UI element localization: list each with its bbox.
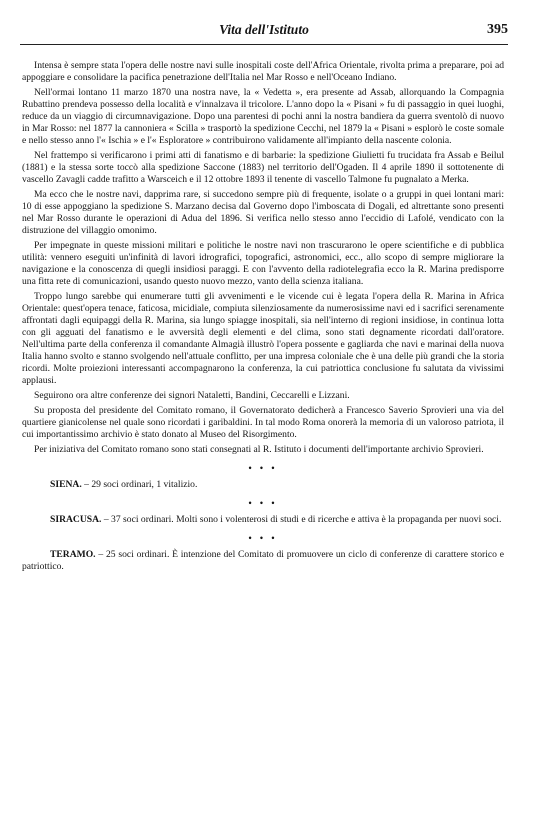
paragraph: Su proposta del presidente del Comitato romano, il Governatorato dedicherà a Francesco Saverio Sprovieri una via del quartiere gianicolense nel quale sono ricordati i garibaldini. In tal modo Roma onorerà la memoria di un valoroso patriota, il cui importantissimo archivio è stato donato al Museo del Risorgimento. [22,405,504,440]
paragraph: Ma ecco che le nostre navi, dapprima rare, si succedono sempre più di frequente, isolate o a gruppi in quei lontani mari: 10 di esse appoggiano la spedizione S. Marzano decisa dal Governo dopo l'imboscata di Dogali, ed altrettante sono presenti nel Mar Rosso durante le operazioni di Adua del 1896. Si verifica nello stesso anno l'eccidio di Lafolé, vendicato con la distruzione del villaggio omonimo. [22,189,504,236]
section-entry-teramo [22,549,504,573]
section-entry-siracusa [22,514,504,526]
section-text: – 25 soci ordinari. È intenzione del Comitato di promuovere un ciclo di conferenze di carattere storico e patriottico. [22,549,504,572]
paragraph: Nel frattempo si verificarono i primi atti di fanatismo e di barbarie: la spedizione Giulietti fu trucidata fra Assab e Beilul (1881) e la stessa sorte toccò alla spedizione Saccone (1883) nel territorio dell'Ogaden. Il 4 aprile 1890 il sottotenente di vascello Zavagli cadde trafitto a Warsceich e il 12 ottobre 1893 il tenente di vascello Talmone fu pugnalato a Merka. [22,150,504,185]
section-separator: • • • [248,498,278,508]
section-separator: • • • [248,463,278,473]
paragraph: Nell'ormai lontano 11 marzo 1870 una nostra nave, la « Vedetta », era presente ad Assab, allorquando la Compagnia Rubattino prendeva possesso della località e v'innalzava il tricolore. L'anno dopo la « Pisani » fu di passaggio in quei luoghi, reduce da un viaggio di circumnavigazione. Dopo una parentesi di pochi anni la nostra bandiera da guerra sventolò di nuovo in Mar Rosso: nel 1877 la cannoniera « Scilla » trasportò la spedizione Cecchi, nel 1879 la « Pisani » esplorò le coste somale e nello stesso anno l'« Ischia » e l'« Esploratore » contribuirono validamente all'impianto della nascente colonia. [22,87,504,146]
running-title: Vita dell'Istituto [219,22,309,37]
section-text: – 29 soci ordinari, 1 vitalizio. [84,479,198,490]
section-name: SIRACUSA. [50,514,102,525]
page-header [20,20,508,45]
section-text: – 37 soci ordinari. Molti sono i volenterosi di studi e di ricerche e attiva è la propaganda per nuovi soci. [103,514,502,525]
section-name: TERAMO. [50,549,96,560]
paragraph: Per iniziativa del Comitato romano sono stati consegnati al R. Istituto i documenti dell'importante archivio Sprovieri. [34,444,484,455]
body-text [22,60,504,576]
paragraph: Per impegnate in queste missioni militari e politiche le nostre navi non trascurarono le opere scientifiche e di pubblica utilità: vennero eseguiti un'infinità di lavori idrografici, topografici, astronomici, ecc., allo scopo di sempre migliorare la navigazione e la conoscenza di quegli insidiosi paraggi. E con l'avvento della radiotelegrafia ecco la R. Marina predisporre una fitta rete di comunicazioni, usando questo nuovo mezzo, vanto della scienza italiana. [22,240,504,287]
section-name: SIENA. [50,479,82,490]
paragraph: Intensa è sempre stata l'opera delle nostre navi sulle inospitali coste dell'Africa Orientale, rivolta prima a preparare, poi ad appoggiare e consolidare la pacifica penetrazione dell'Italia nel Mar Rosso e nell'Oceano Indiano. [22,60,504,83]
paragraph: Troppo lungo sarebbe qui enumerare tutti gli avvenimenti e le vicende cui è legata l'opera della R. Marina in Africa Orientale: quest'opera tenace, faticosa, micidiale, compiuta silenziosamente da numerosissime navi ed i sacrifici serenamente affrontati dagli equipaggi della R. Marina, sia lungo spiagge inospitali, sia nell'interno di regioni insidiose, in continua lotta con gli agguati del fanatismo e le avversità degli elementi e del clima, sono stati degnamente ricordati dall'oratore. Nell'ultima parte della conferenza il comandante Almagià illustrò l'opera possente e gagliarda che navi e marinai della nuova Italia hanno svolto e stanno svolgendo nell'attuale conflitto, per una impresa coloniale che è una delle più grandi che la storia ricordi. Molte proiezioni interessanti accompagnarono la conferenza, la cui patriottica conclusione fu salutata da vivissimi applausi. [22,291,504,386]
section-separator: • • • [248,533,278,543]
paragraph: Seguirono ora altre conferenze dei signori Nataletti, Bandini, Ceccarelli e Lizzani. [34,390,350,401]
section-entry-siena [22,479,504,491]
page-number: 395 [487,22,508,37]
